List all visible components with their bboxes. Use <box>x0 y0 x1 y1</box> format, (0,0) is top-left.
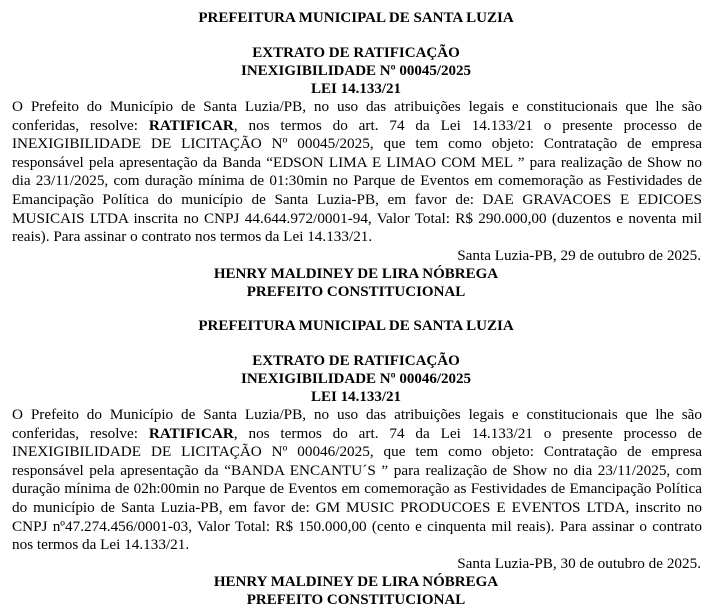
notice-body <box>12 406 702 555</box>
body-text-start: O Prefeito do Município de Santa Luzia/PB, no uso das atribuições legais e constitucionais que lhe são conferidas, resolve: <box>12 98 702 134</box>
procedure-number: INEXIGIBILIDADE Nº 00046/2025 <box>241 371 471 387</box>
body-text-start: O Prefeito do Município de Santa Luzia/PB, no uso das atribuições legais e constitucionais que lhe são conferidas, resolve: <box>12 406 702 442</box>
notice-1 <box>0 9 712 301</box>
signer-name: HENRY MALDINEY DE LIRA NÓBREGA <box>213 573 499 590</box>
body-ratify-word: RATIFICAR <box>148 116 234 134</box>
body-text-end: , nos termos do art. 74 da Lei 14.133/21 o presente processo de INEXIGIBILIDADE DE LICITAÇÃO Nº 00045/2025, que tem como objeto: Contratação de empresa responsável pela apresentação da Banda “EDSON LIMA E LIMAO COM MEL ” para realização de Show no dia 23/11/2025, com duração mínima de 01:30min no Parque de Eventos em comemoração as Festividades de Emancipação Política do município de Santa Luzia-PB, em favor de: DAE GRAVACOES E EDICOES MUSICAIS LTDA inscrita no CNPJ 44.644.972/0001-94, Valor Total: R$ 290.000,00 (duzentos e noventa mil reais). Para assinar o contrato nos termos da Lei 14.133/21. <box>12 116 702 246</box>
notice-body <box>12 98 702 247</box>
procedure-number: INEXIGIBILIDADE Nº 00045/2025 <box>241 63 471 79</box>
institution-heading: PREFEITURA MUNICIPAL DE SANTA LUZIA <box>198 10 514 26</box>
law-reference: LEI 14.133/21 <box>310 81 401 97</box>
notice-date: Santa Luzia-PB, 29 de outubro de 2025. <box>457 246 701 264</box>
notice-title: EXTRATO DE RATIFICAÇÃO <box>252 45 460 61</box>
body-text-end: , nos termos do art. 74 da Lei 14.133/21 o presente processo de INEXIGIBILIDADE DE LICITAÇÃO Nº 00046/2025, que tem como objeto: Contratação de empresa responsável pela apresentação da “BANDA ENCANTU´S ” para realização de Show no dia 23/11/2025, com duração mínima de 02h:00min no Parque de Eventos em comemoração as Festividades de Emancipação Política do município de Santa Luzia-PB, em favor de: GM MUSIC PRODUCOES E EVENTOS LTDA, inscrito no CNPJ nº47.274.456/0001-03, Valor Total: R$ 150.000,00 (cento e cinquenta mil reais). Para assinar o contrato nos termos da Lei 14.133/21. <box>12 424 702 554</box>
notice-title: EXTRATO DE RATIFICAÇÃO <box>252 353 460 369</box>
notice-2 <box>0 317 712 609</box>
signer-name: HENRY MALDINEY DE LIRA NÓBREGA <box>213 265 499 282</box>
law-reference: LEI 14.133/21 <box>310 389 401 405</box>
notice-date: Santa Luzia-PB, 30 de outubro de 2025. <box>457 554 701 572</box>
institution-heading: PREFEITURA MUNICIPAL DE SANTA LUZIA <box>198 318 514 334</box>
signer-role: PREFEITO CONSTITUCIONAL <box>246 591 466 608</box>
signer-role: PREFEITO CONSTITUCIONAL <box>246 283 466 300</box>
body-ratify-word: RATIFICAR <box>148 424 234 442</box>
